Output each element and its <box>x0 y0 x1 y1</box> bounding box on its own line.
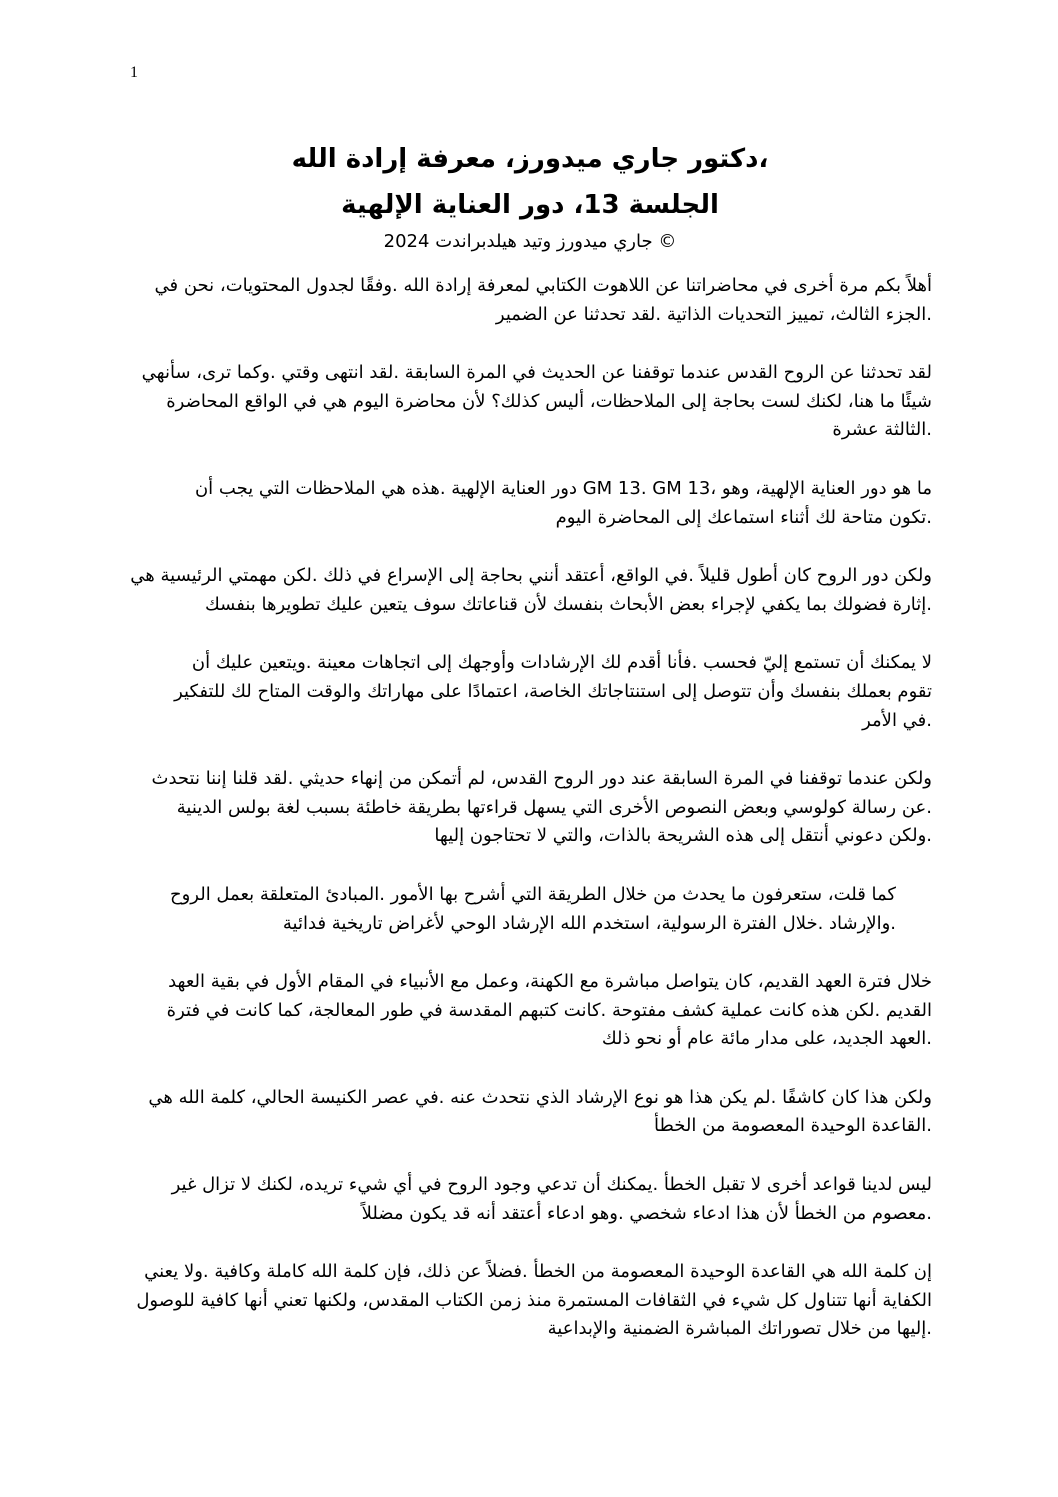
paragraph-line: ولكن عندما توقفنا في المرة السابقة عند دور الروح القدس، لم أتمكن من إنهاء حديثي .لقد قلنا إننا نتحدث <box>151 768 932 790</box>
paragraph-2 <box>140 359 932 445</box>
paragraph-line: .القاعدة الوحيدة المعصومة من الخطأ <box>654 1115 932 1137</box>
page-number: 1 <box>130 64 138 81</box>
paragraph-line: إن كلمة الله هي القاعدة الوحيدة المعصومة من الخطأ .فضلاً عن ذلك، فإن كلمة الله كاملة وكافية .ولا يعني <box>144 1261 932 1283</box>
paragraph-line: القديم .لكن هذه كانت عملية كشف مفتوحة .كانت كتبهم المقدسة في طور المعالجة، كما كانت في فترة <box>166 999 932 1021</box>
paragraph-line: دور العناية الإلهية .هذه هي الملاحظات التي يجب أن GM 13. GM 13، ما هو دور العناية الإلهية، وهو <box>194 477 932 499</box>
paragraph-6 <box>140 765 932 851</box>
paragraph-7 <box>140 881 932 938</box>
paragraph-line: .إليها من خلال تصوراتك المباشرة الضمنية والإبداعية <box>547 1318 932 1340</box>
paragraph-line: أهلاً بكم مرة أخرى في محاضراتنا عن اللاهوت الكتابي لمعرفة إرادة الله .وفقًا لجدول المحتويات، نحن في <box>154 275 932 296</box>
paragraph-line: .تكون متاحة لك أثناء استماعك إلى المحاضرة اليوم <box>555 506 932 528</box>
paragraph-11 <box>136 1258 932 1344</box>
paragraph-3 <box>140 475 932 532</box>
paragraph-line: .الثالثة عشرة <box>832 419 932 441</box>
paragraph-line: شيئًا ما هنا، لكنك لست بحاجة إلى الملاحظات، أليس كذلك؟ لأن محاضرة اليوم هي في الواقع المحاضرة <box>166 390 932 412</box>
paragraph-5 <box>140 649 932 735</box>
paragraph-9 <box>140 1084 932 1141</box>
paragraph-line: خلال فترة العهد القديم، كان يتواصل مباشرة مع الكهنة، وعمل مع الأنبياء في المقام الأول في بقية العهد <box>168 971 932 993</box>
paragraph-4 <box>130 562 932 619</box>
document-body <box>130 272 932 1374</box>
paragraph-line: الكفاية أنها تتناول كل شيء في الثقافات المستمرة منذ زمن الكتاب المقدس، ولكنها تعني أنها كافية للوصول <box>136 1289 932 1311</box>
paragraph-10 <box>140 1171 932 1228</box>
paragraph-1 <box>140 272 932 329</box>
paragraph-line: لقد تحدثنا عن الروح القدس عندما توقفنا عن الحديث في المرة السابقة .لقد انتهى وقتي .وكما ترى، سأنهي <box>141 362 932 384</box>
paragraph-line: .العهد الجديد، على مدار مائة عام أو نحو ذلك <box>601 1028 932 1050</box>
paragraph-line: .معصوم من الخطأ لأن هذا ادعاء شخصي .وهو ادعاء أعتقد أنه قد يكون مضللاً <box>361 1202 932 1224</box>
title-line-2: الجلسة 13، دور العناية الإلهية <box>341 190 719 220</box>
paragraph-line: لا يمكنك أن تستمع إليّ فحسب .فأنا أقدم لك الإرشادات وأوجهك إلى اتجاهات معينة .ويتعين عليك أن <box>191 652 932 674</box>
paragraph-line: كما قلت، ستعرفون ما يحدث من خلال الطريقة التي أشرح بها الأمور .المبادئ المتعلقة بعمل الروح <box>169 883 896 905</box>
paragraph-line: ولكن هذا كان كاشفًا .لم يكن هذا هو نوع الإرشاد الذي نتحدث عنه .في عصر الكنيسة الحالي، كلمة الله هي <box>148 1086 932 1108</box>
paragraph-line: ليس لدينا قواعد أخرى لا تقبل الخطأ .يمكنك أن تدعي وجود الروح في أي شيء تريده، لكنك لا تزال غير <box>171 1174 932 1196</box>
paragraph-line: .في الأمر <box>862 709 932 731</box>
paragraph-line: .إثارة فضولك بما يكفي لإجراء بعض الأبحاث بنفسك لأن قناعاتك سوف يتعين عليك تطويرها بنفسك <box>205 593 932 615</box>
paragraph-line: .الجزء الثالث، تمييز التحديات الذاتية .لقد تحدثنا عن الضمير <box>495 303 932 325</box>
title-line-1: ،دكتور جاري ميدورز، معرفة إرادة الله <box>291 144 769 174</box>
paragraph-8 <box>140 968 932 1054</box>
paragraph-line: ولكن دور الروح كان أطول قليلاً .في الواقع، أعتقد أنني بحاجة إلى الإسراع في ذلك .لكن مهمتي الرئيسية هي <box>130 565 932 587</box>
paragraph-line: .والإرشاد .خلال الفترة الرسولية، استخدم الله الإرشاد الوحي لأغراض تاريخية فدائية <box>282 912 896 934</box>
paragraph-line: تقوم بعملك بنفسك وأن تتوصل إلى استنتاجاتك الخاصة، اعتمادًا على مهاراتك والوقت المتاح لك للتفكير <box>174 680 932 702</box>
copyright-line: جاري ميدورز وتيد هيلدبراندت 2024 © <box>383 231 677 252</box>
document-header <box>140 136 920 256</box>
paragraph-line: .عن رسالة كولوسي وبعض النصوص الأخرى التي يسهل قراءتها بطريقة خاطئة بسبب لغة بولس الدينية <box>176 796 932 818</box>
paragraph-line: .ولكن دعوني أنتقل إلى هذه الشريحة بالذات، والتي لا تحتاجون إليها <box>434 825 932 847</box>
